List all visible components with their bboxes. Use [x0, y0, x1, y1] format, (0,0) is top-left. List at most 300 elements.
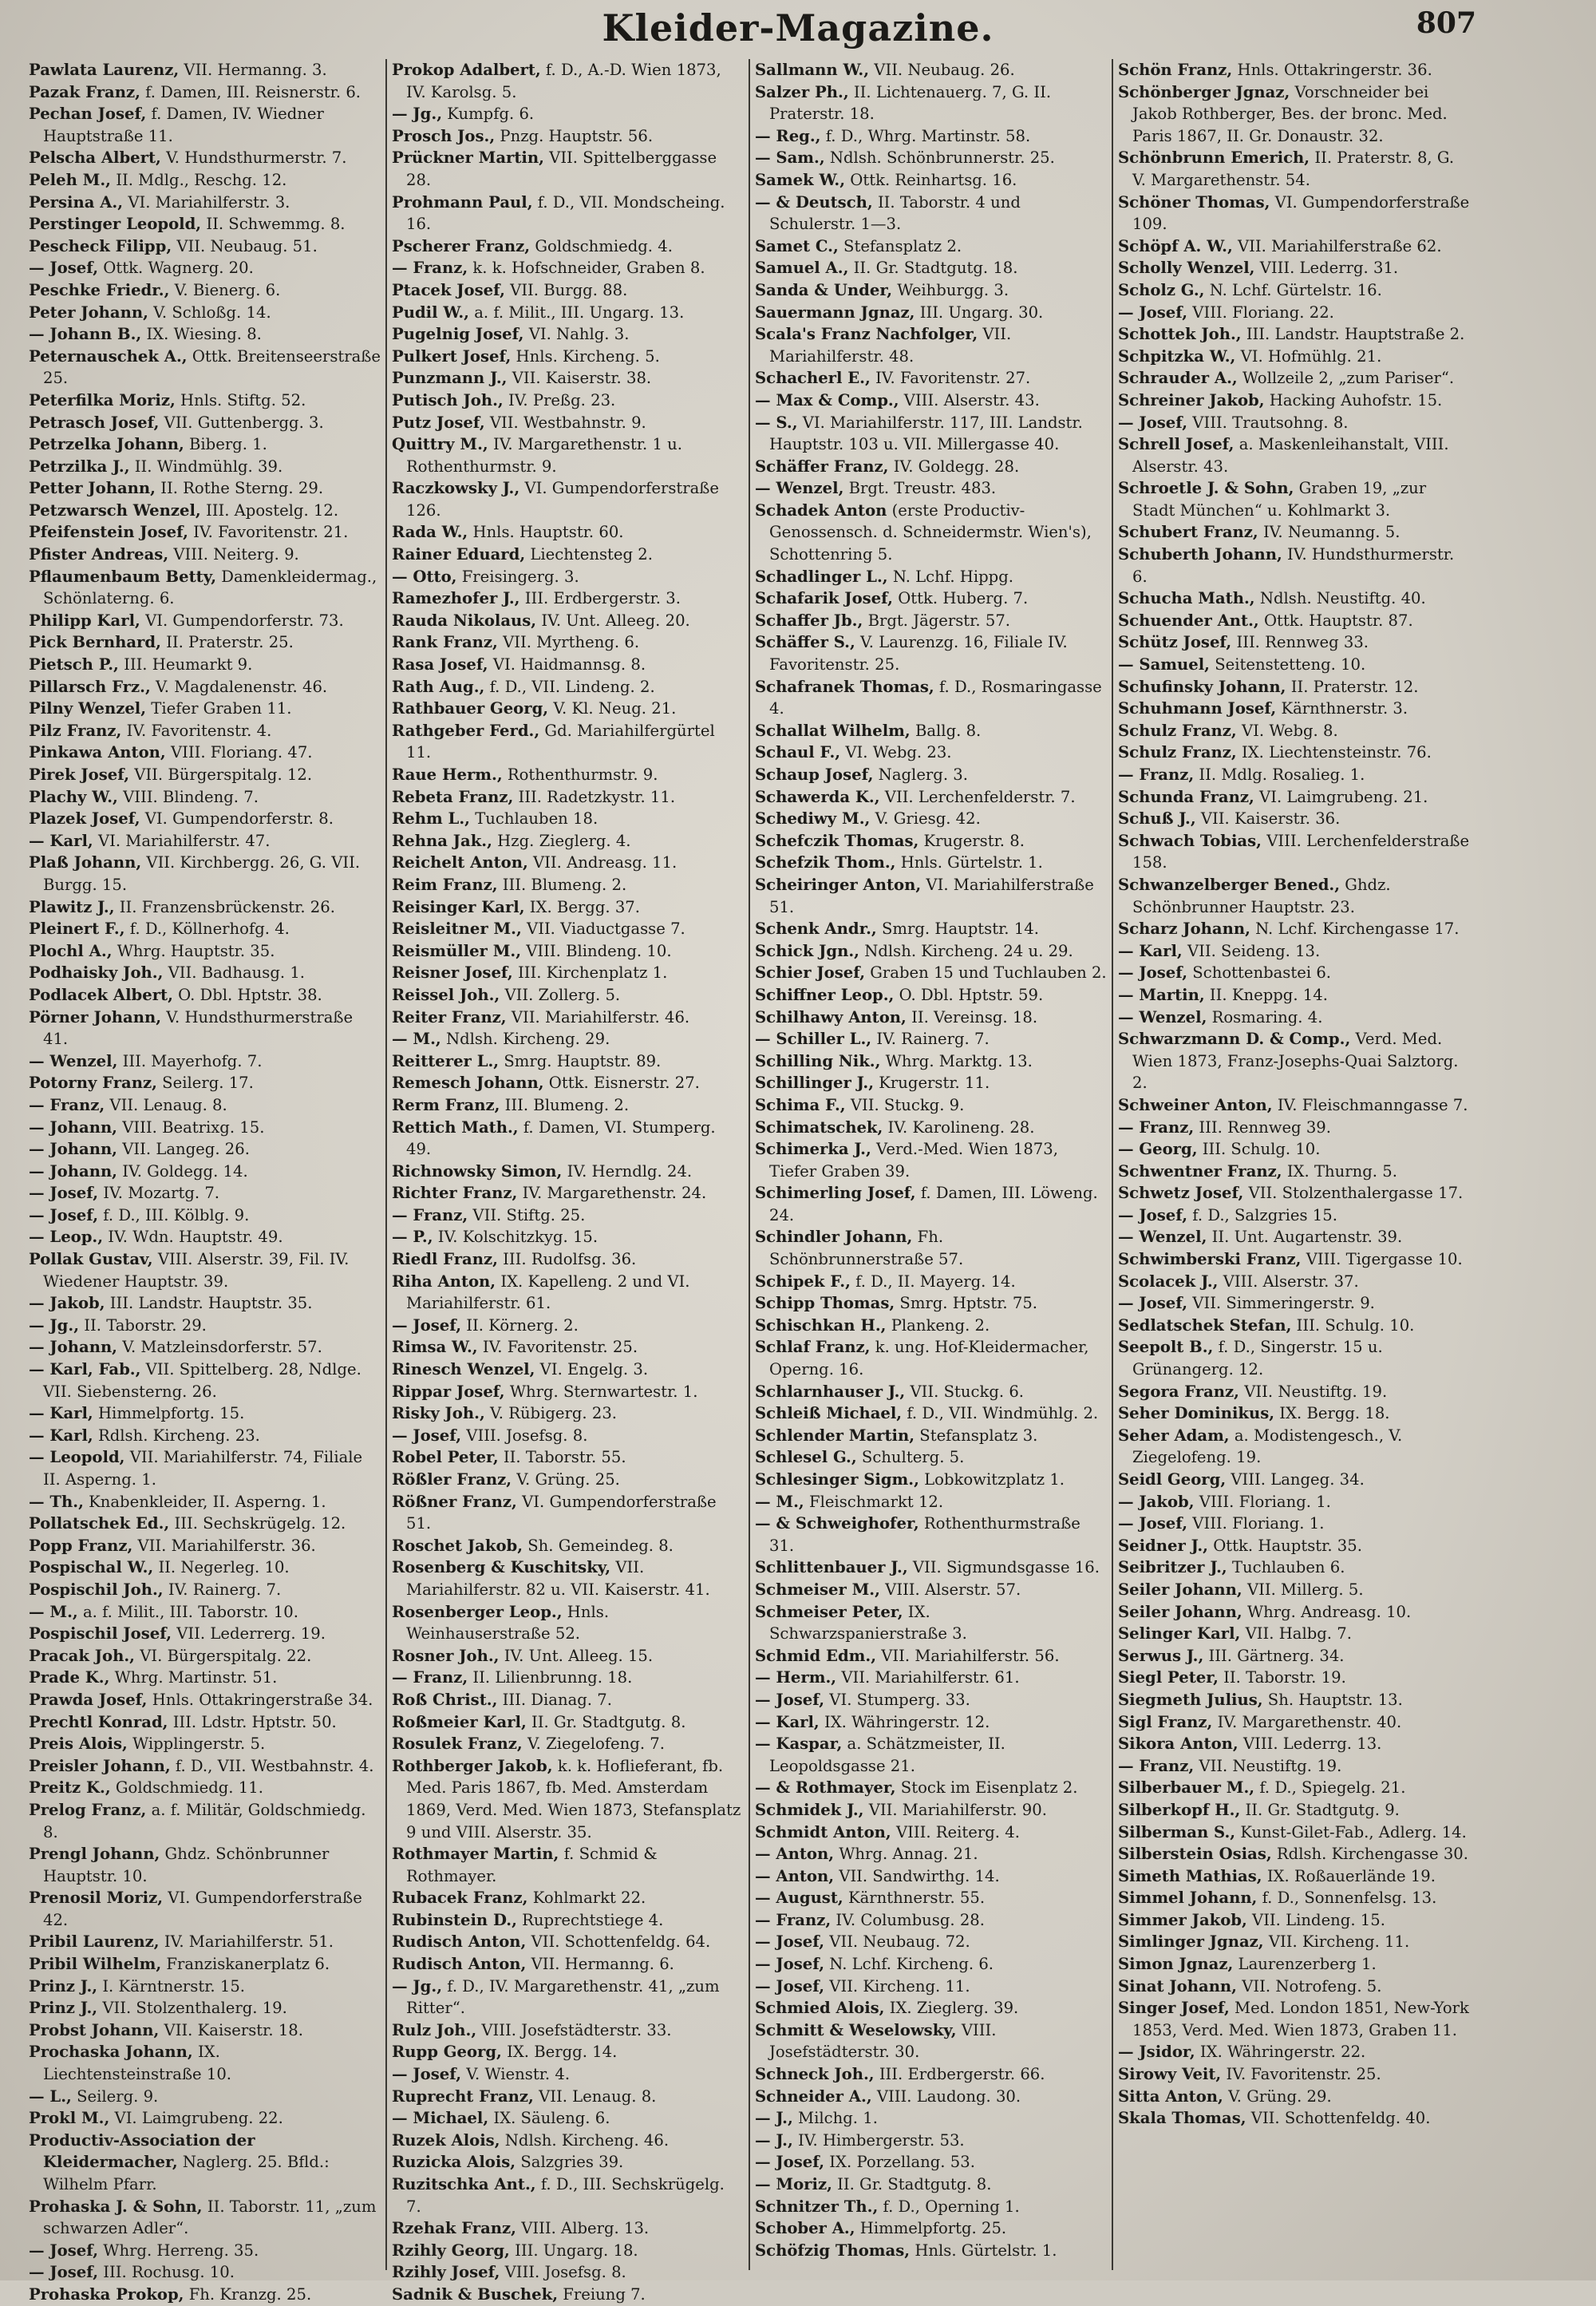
entry-name: Schubert Franz, — [1118, 523, 1258, 542]
entry-address: Fh. Schönbrunnerstraße 57. — [769, 1228, 964, 1269]
entry-name: Pleinert F., — [29, 920, 125, 939]
entry-name: — Wenzel, — [755, 479, 844, 498]
entry-address: Ndlsh. Kircheng. 46. — [500, 2130, 670, 2150]
entry-name: Rimsa W., — [392, 1338, 478, 1357]
entry-address: f. D., VII. Westbahnstr. 4. — [170, 1756, 374, 1775]
entry-address: f. D., Singerstr. 15 u. Grünangerg. 12. — [1132, 1338, 1383, 1379]
entry-name: Popp Franz, — [29, 1536, 133, 1555]
directory-entry — [392, 940, 744, 963]
directory-entry — [392, 1976, 744, 2019]
entry-name: — Karl, — [755, 1712, 820, 1731]
directory-entry — [29, 654, 381, 676]
entry-address: IV. Wdn. Hauptstr. 49. — [103, 1228, 283, 1247]
directory-entry — [392, 786, 744, 809]
entry-name: Schwimberski Franz, — [1118, 1250, 1302, 1269]
entry-name: Rzihly Josef, — [392, 2263, 500, 2282]
entry-name: — Josef, — [392, 2065, 462, 2084]
entry-name: Rulz Joh., — [392, 2020, 477, 2039]
directory-entry — [29, 1887, 381, 1931]
entry-address: Seitenstetteng. 10. — [1209, 655, 1366, 674]
directory-entry — [755, 1050, 1107, 1073]
directory-entry — [392, 1204, 744, 1227]
entry-address: Whrg. Hauptstr. 35. — [112, 941, 275, 960]
directory-entry — [1118, 1491, 1472, 1513]
entry-address: (erste Productiv-Genossensch. d. Schneidermstr. Wien's), Schottenring 5. — [769, 500, 1092, 564]
directory-entry — [755, 962, 1107, 984]
entry-address: a. Modistengesch., V. Ziegelofeng. 19. — [1132, 1426, 1403, 1467]
entry-address: VI. Gumpendorferstr. 8. — [140, 809, 334, 829]
entry-address: II. Taborstr. 19. — [1218, 1668, 1346, 1687]
entry-name: — Martin, — [1118, 985, 1205, 1004]
entry-address: III. Rochusg. 10. — [98, 2263, 235, 2282]
entry-name: — Franz, — [1118, 765, 1195, 784]
entry-address: Plankeng. 2. — [886, 1315, 990, 1335]
entry-address: V. Laurenzg. 16, Filiale IV. Favoritenstr. 25. — [769, 633, 1068, 674]
directory-entry — [29, 1204, 381, 1227]
entry-address: IV. Preßg. 23. — [503, 390, 616, 409]
entry-address: Fh. Kranzg. 25. — [184, 2284, 312, 2304]
directory-entry — [1118, 1336, 1472, 1380]
entry-name: Reim Franz, — [392, 875, 498, 894]
entry-address: Whrg. Marktg. 13. — [880, 1051, 1033, 1070]
entry-name: Remesch Johann, — [392, 1074, 544, 1093]
entry-name: — & Deutsch, — [755, 192, 873, 212]
entry-address: Ottk. Hauptstr. 87. — [1258, 611, 1413, 630]
entry-address: VI. Nahlg. 3. — [523, 325, 630, 344]
directory-entry — [392, 984, 744, 1007]
entry-name: Salzer Ph., — [755, 82, 849, 101]
directory-entry — [755, 2217, 1107, 2240]
entry-name: Perstinger Leopold, — [29, 215, 202, 234]
directory-entry — [1118, 433, 1472, 477]
directory-entry — [1118, 1402, 1472, 1425]
entry-address: Kärnthnerstr. 55. — [843, 1889, 986, 1908]
directory-entry — [755, 1953, 1107, 1976]
entry-address: VII. Spittelberggasse 28. — [406, 148, 717, 189]
directory-entry — [1118, 1161, 1472, 1183]
entry-name: Prosch Jos., — [392, 126, 496, 145]
entry-name: Richnowsky Simon, — [392, 1161, 563, 1181]
entry-address: VII. Lenaug. 8. — [105, 1095, 227, 1114]
entry-name: Prohmann Paul, — [392, 192, 533, 212]
directory-entry — [755, 81, 1107, 125]
directory-entry — [29, 2261, 381, 2284]
entry-name: Richter Franz, — [392, 1184, 518, 1203]
entry-address: Ndlsh. Neustiftg. 40. — [1254, 589, 1426, 608]
entry-address: III. Kirchenplatz 1. — [512, 963, 668, 983]
directory-entry — [392, 1887, 744, 1909]
directory-entry — [392, 323, 744, 346]
entry-name: — Josef, — [1118, 413, 1188, 432]
directory-entry — [392, 764, 744, 786]
directory-entry — [29, 566, 381, 610]
directory-entry — [1118, 1777, 1472, 1799]
entry-name: Pfeifenstein Josef, — [29, 523, 188, 542]
entry-name: Schönbrunn Emerich, — [1118, 148, 1310, 168]
entry-address: IV. Margarethenstr. 24. — [517, 1184, 707, 1203]
entry-address: Graben 15 und Tuchlauben 2. — [865, 963, 1107, 983]
directory-entry — [1118, 1535, 1472, 1557]
directory-entry — [392, 2107, 744, 2130]
entry-name: — M., — [392, 1030, 441, 1049]
entry-address: VII. Hermanng. 6. — [526, 1955, 674, 1974]
entry-name: Ruzitschka Ant., — [392, 2175, 536, 2193]
entry-address: Rdlsh. Kirchengasse 30. — [1271, 1845, 1469, 1864]
directory-entry — [755, 1094, 1107, 1117]
directory-entry — [1118, 830, 1472, 874]
entry-address: IV. Herndlg. 24. — [562, 1161, 693, 1181]
entry-address: Franziskanerplatz 6. — [161, 1955, 330, 1974]
entry-address: f. D., Köllnerhofg. 4. — [124, 920, 290, 939]
entry-name: Rubinstein D., — [392, 1910, 517, 1929]
entry-name: — Josef, — [1118, 1205, 1188, 1224]
directory-entry — [392, 1755, 744, 1843]
entry-name: Prohaska J. & Sohn, — [29, 2197, 203, 2216]
directory-entry — [392, 1689, 744, 1711]
entry-name: Preisler Johann, — [29, 1756, 171, 1775]
directory-entry — [392, 147, 744, 191]
entry-name: Potorny Franz, — [29, 1074, 157, 1093]
entry-address: III. Landstr. Hauptstraße 2. — [1241, 325, 1465, 344]
entry-address: N. Lchf. Hippg. — [887, 567, 1013, 586]
directory-entry — [1118, 1821, 1472, 1844]
entry-name: — Karl, — [29, 1426, 93, 1445]
directory-entry — [755, 1865, 1107, 1888]
directory-entry — [755, 786, 1107, 809]
entry-name: Schneider A., — [755, 2086, 872, 2106]
directory-entry — [29, 147, 381, 169]
entry-address: Seilerg. 9. — [71, 2086, 159, 2106]
entry-name: — Jg., — [29, 1315, 80, 1335]
entry-name: Schnitzer Th., — [755, 2197, 879, 2216]
directory-entry — [1118, 610, 1472, 632]
entry-name: Rupp Georg, — [392, 2043, 502, 2062]
entry-address: Himmelpfortg. 25. — [855, 2219, 1007, 2238]
entry-address: IV. Favoritenstr. 4. — [121, 721, 272, 740]
entry-name: — J., — [755, 2109, 793, 2128]
entry-name: Simlinger Jgnaz, — [1118, 1932, 1264, 1952]
directory-entry — [29, 808, 381, 830]
directory-entry — [392, 1248, 744, 1271]
entry-address: VII. Mariahilferstr. 61. — [836, 1668, 1020, 1687]
entry-address: IV. Neumanng. 5. — [1258, 523, 1400, 542]
entry-address: II. Unt. Augartenstr. 39. — [1207, 1228, 1403, 1247]
directory-entry — [755, 1976, 1107, 1998]
directory-entry — [1118, 1887, 1472, 1909]
entry-name: Segora Franz, — [1118, 1382, 1240, 1401]
entry-name: Rzehak Franz, — [392, 2219, 516, 2238]
directory-entry — [755, 720, 1107, 742]
entry-name: Reitterer L., — [392, 1051, 500, 1070]
entry-name: Schpitzka W., — [1118, 346, 1236, 366]
directory-entry — [755, 2107, 1107, 2130]
directory-entry — [392, 302, 744, 324]
directory-entry — [29, 1513, 381, 1535]
directory-entry — [29, 1226, 381, 1248]
directory-entry — [392, 676, 744, 698]
entry-address: Ballg. 8. — [910, 721, 982, 740]
entry-address: VI. Mariahilferstr. 47. — [93, 831, 271, 850]
entry-name: Schuberth Johann, — [1118, 545, 1282, 564]
entry-address: f. D., VII. Mondscheing. 16. — [406, 192, 725, 234]
entry-name: — & Schweighofer, — [755, 1514, 919, 1533]
entry-name: Scholly Wenzel, — [1118, 259, 1255, 278]
directory-entry — [29, 103, 381, 147]
directory-entry — [1118, 1909, 1472, 1932]
entry-address: Ottk. Hauptstr. 35. — [1208, 1536, 1362, 1555]
entry-name: — Karl, — [29, 831, 93, 850]
entry-name: Plaß Johann, — [29, 853, 142, 872]
entry-address: Stock im Eisenplatz 2. — [895, 1778, 1078, 1798]
directory-entry — [1118, 720, 1472, 742]
directory-entry — [392, 1271, 744, 1315]
entry-address: II. Körnerg. 2. — [461, 1315, 579, 1335]
directory-entry — [29, 1094, 381, 1117]
directory-entry — [29, 764, 381, 786]
entry-name: Pollatschek Ed., — [29, 1514, 170, 1533]
entry-name: Pillarsch Frz., — [29, 677, 151, 696]
entry-address: Ruprechtstiege 4. — [516, 1910, 664, 1929]
entry-name: Schulz Franz, — [1118, 743, 1237, 762]
directory-entry — [1118, 323, 1472, 346]
entry-name: Schufinsky Johann, — [1118, 677, 1286, 696]
directory-entry — [1118, 1623, 1472, 1645]
entry-name: Rasa Josef, — [392, 655, 488, 674]
entry-address: VI. Engelg. 3. — [535, 1360, 649, 1379]
directory-entry — [755, 169, 1107, 192]
entry-name: Prinz J., — [29, 1999, 98, 2018]
entry-address: III. Ldstr. Hptstr. 50. — [168, 1712, 337, 1731]
entry-address: VII. Guttenbergg. 3. — [159, 413, 324, 432]
directory-entry — [29, 852, 381, 896]
directory-entry — [1118, 1425, 1472, 1469]
entry-address: IX. Liechtensteinstraße 10. — [43, 2043, 232, 2084]
entry-address: VIII. Josefsg. 8. — [500, 2263, 626, 2282]
entry-name: Peternauschek A., — [29, 346, 188, 366]
entry-address: III. Ungarg. 30. — [915, 303, 1044, 322]
entry-address: Vorschneider bei Jakob Rothberger, Bes. der bronc. Med. Paris 1867, II. Gr. Donaustr. 32. — [1132, 82, 1448, 145]
directory-entry — [755, 235, 1107, 258]
directory-entry — [755, 808, 1107, 830]
directory-entry — [392, 1425, 744, 1447]
directory-entry — [755, 2173, 1107, 2196]
entry-name: Prückner Martin, — [392, 148, 544, 168]
entry-address: IV. Favoritenstr. 25. — [477, 1338, 638, 1357]
directory-entry — [755, 830, 1107, 852]
entry-address: Rothenthurmstr. 9. — [502, 765, 658, 784]
entry-address: f. D., VII. Windmühlg. 2. — [902, 1404, 1099, 1423]
entry-address: VII. Kirchbergg. 26, G. VII. Burgg. 15. — [43, 853, 361, 894]
directory-entry — [392, 346, 744, 368]
entry-name: Schilhawy Anton, — [755, 1007, 907, 1026]
directory-entry — [1118, 940, 1472, 963]
entry-address: V. Grüng. 29. — [1223, 2086, 1332, 2106]
entry-name: — Jg., — [392, 1976, 443, 1996]
entry-name: — Josef, — [755, 1955, 825, 1974]
directory-entry — [755, 2130, 1107, 2152]
entry-address: Ndlsh. Kircheng. 29. — [440, 1030, 610, 1049]
directory-entry — [29, 742, 381, 764]
directory-entry — [392, 566, 744, 588]
entry-address: VI. Laimgrubeng. 22. — [109, 2109, 283, 2128]
entry-name: — Josef, — [1118, 1294, 1188, 1313]
entry-name: — Josef, — [1118, 1514, 1188, 1533]
entry-address: Naglerg. 25. Bfld.: Wilhelm Pfarr. — [43, 2153, 330, 2193]
entry-address: VII. Badhausg. 1. — [163, 963, 306, 983]
entry-address: II. Negerleg. 10. — [153, 1558, 290, 1577]
entry-name: — Karl, Fab., — [29, 1360, 141, 1379]
entry-name: Seidner J., — [1118, 1536, 1209, 1555]
entry-name: Sitta Anton, — [1118, 2086, 1223, 2106]
entry-name: Schweiner Anton, — [1118, 1095, 1273, 1114]
directory-entry — [755, 477, 1107, 500]
directory-entry — [392, 433, 744, 477]
entry-name: Schadlinger L., — [755, 567, 888, 586]
entry-address: Tuchlauben 6. — [1227, 1558, 1345, 1577]
directory-entry — [392, 2041, 744, 2063]
entry-name: Schmidek J., — [755, 1800, 864, 1819]
entry-name: Schlesel G., — [755, 1448, 857, 1467]
directory-entry — [29, 433, 381, 456]
directory-entry — [29, 1117, 381, 1139]
entry-name: Reisleitner M., — [392, 920, 522, 939]
entry-name: Schadek Anton — [755, 500, 887, 520]
directory-entry — [29, 610, 381, 632]
directory-entry — [755, 940, 1107, 963]
entry-name: — & Rothmayer, — [755, 1778, 896, 1798]
entry-name: — Josef, — [1118, 963, 1188, 983]
directory-entry — [1118, 2107, 1472, 2130]
entry-name: Silberbauer M., — [1118, 1778, 1255, 1798]
entry-name: Rauda Nikolaus, — [392, 611, 537, 630]
entry-address: Ottk. Reinhartsg. 16. — [845, 170, 1017, 189]
entry-address: VII. Seideng. 13. — [1182, 941, 1321, 960]
entry-address: VI. Stumperg. 33. — [824, 1690, 970, 1709]
entry-name: Philipp Karl, — [29, 611, 140, 630]
entry-name: — P., — [392, 1228, 433, 1247]
entry-address: Wipplingerstr. 5. — [127, 1734, 266, 1754]
entry-name: Schefczik Thomas, — [755, 831, 919, 850]
directory-entry — [1118, 192, 1472, 235]
entry-name: Schillinger J., — [755, 1074, 875, 1093]
column-1 — [24, 59, 387, 2304]
directory-entry — [392, 1182, 744, 1204]
entry-address: Krugerstr. 11. — [874, 1074, 990, 1093]
entry-name: Selinger Karl, — [1118, 1624, 1241, 1643]
entry-address: VIII. Reiterg. 4. — [891, 1822, 1020, 1841]
directory-entry — [29, 1711, 381, 1734]
directory-entry — [29, 1976, 381, 1998]
entry-address: IV. Unt. Alleeg. 15. — [499, 1646, 654, 1665]
entry-address: VIII. Josefsg. 8. — [461, 1426, 588, 1445]
directory-entry — [392, 1601, 744, 1645]
entry-address: Ottk. Huberg. 7. — [892, 589, 1029, 608]
entry-name: Schindler Johann, — [755, 1228, 913, 1247]
entry-address: VII. Neubaug. 26. — [869, 61, 1015, 79]
entry-name: Pinkawa Anton, — [29, 743, 166, 762]
directory-entry — [392, 125, 744, 148]
entry-address: IV. Favoritenstr. 25. — [1221, 2065, 1381, 2084]
directory-entry — [29, 1601, 381, 1624]
directory-entry — [755, 1315, 1107, 1337]
entry-address: VII. Mariahilferstr. 46. — [506, 1007, 690, 1026]
directory-entry — [1118, 1953, 1472, 1976]
entry-name: Schuhmann Josef, — [1118, 699, 1277, 718]
entry-name: Reiter Franz, — [392, 1007, 507, 1026]
entry-name: Pietsch P., — [29, 655, 119, 674]
directory-entry — [392, 1336, 744, 1359]
directory-entry — [1118, 279, 1472, 302]
directory-entry — [1118, 1292, 1472, 1315]
directory-entry — [755, 279, 1107, 302]
entry-address: IX. Wiesing. 8. — [141, 325, 262, 344]
entry-name: — Otto, — [392, 567, 457, 586]
entry-address: VI. Webg. 8. — [1236, 721, 1338, 740]
directory-entry — [392, 521, 744, 544]
directory-entry — [1118, 1645, 1472, 1667]
entry-address: Brgt. Treustr. 483. — [843, 479, 997, 498]
entry-address: II. Taborstr. 4 und Schulerstr. 1—3. — [769, 192, 1021, 234]
entry-name: — M., — [755, 1492, 804, 1511]
directory-entry — [29, 631, 381, 654]
entry-name: Rettich Math., — [392, 1117, 519, 1137]
entry-name: Silberman S., — [1118, 1822, 1236, 1841]
entry-address: Krugerstr. 8. — [918, 831, 1025, 850]
entry-name: Schischkan H., — [755, 1315, 887, 1335]
entry-address: VIII. Neiterg. 9. — [168, 545, 299, 564]
entry-address: IV. Favoritenstr. 21. — [188, 523, 349, 542]
directory-entry — [392, 1469, 744, 1491]
directory-entry — [29, 390, 381, 412]
entry-name: Prechtl Konrad, — [29, 1712, 168, 1731]
entry-name: Schön Franz, — [1118, 61, 1233, 79]
directory-entry — [755, 1381, 1107, 1403]
entry-address: VII. Kircheng. 11. — [824, 1976, 970, 1996]
entry-address: VI. Mariahilferstr. 117, III. Landstr. Hauptstr. 103 u. VII. Millergasse 40. — [769, 413, 1083, 454]
directory-entry — [29, 1579, 381, 1601]
directory-entry — [755, 587, 1107, 610]
entry-address: Fleischmarkt 12. — [804, 1492, 944, 1511]
entry-address: Verd. Med. Wien 1873, Franz-Josephs-Quai Salztorg. 2. — [1132, 1030, 1459, 1093]
entry-name: Schober A., — [755, 2219, 855, 2238]
directory-entry — [29, 456, 381, 478]
entry-address: III. Erdbergerstr. 66. — [874, 2065, 1045, 2084]
entry-address: Hnls. Gürtelstr. 1. — [910, 2241, 1057, 2260]
entry-address: Laurenzerberg 1. — [1233, 1955, 1377, 1974]
entry-name: Pribil Laurenz, — [29, 1932, 160, 1952]
entry-address: II. Gr. Stadtgutg. 8. — [832, 2175, 992, 2193]
entry-name: Sallmann W., — [755, 61, 870, 79]
directory-entry — [29, 477, 381, 500]
entry-name: — Johann, — [29, 1140, 118, 1159]
entry-name: Prohaska Prokop, — [29, 2284, 184, 2304]
directory-entry — [1118, 1117, 1472, 1139]
directory-entry — [1118, 1799, 1472, 1821]
entry-address: VIII. Josefstädterstr. 33. — [476, 2020, 672, 2039]
entry-address: Ghdz. Schönbrunner Hauptstr. 10. — [43, 1845, 330, 1885]
directory-entry — [1118, 1094, 1472, 1117]
entry-name: — Wenzel, — [1118, 1007, 1207, 1026]
entry-address: V. Grüng. 25. — [512, 1470, 620, 1489]
entry-name: Ruprecht Franz, — [392, 2086, 534, 2106]
entry-name: Pugelnig Josef, — [392, 325, 524, 344]
entry-name: — Franz, — [1118, 1756, 1195, 1775]
entry-address: VIII. Beatrixg. 15. — [117, 1117, 265, 1137]
entry-address: V. Magdalenenstr. 46. — [150, 677, 328, 696]
entry-name: Peter Johann, — [29, 303, 148, 322]
directory-entry — [1118, 1028, 1472, 1094]
entry-name: — S., — [755, 413, 798, 432]
